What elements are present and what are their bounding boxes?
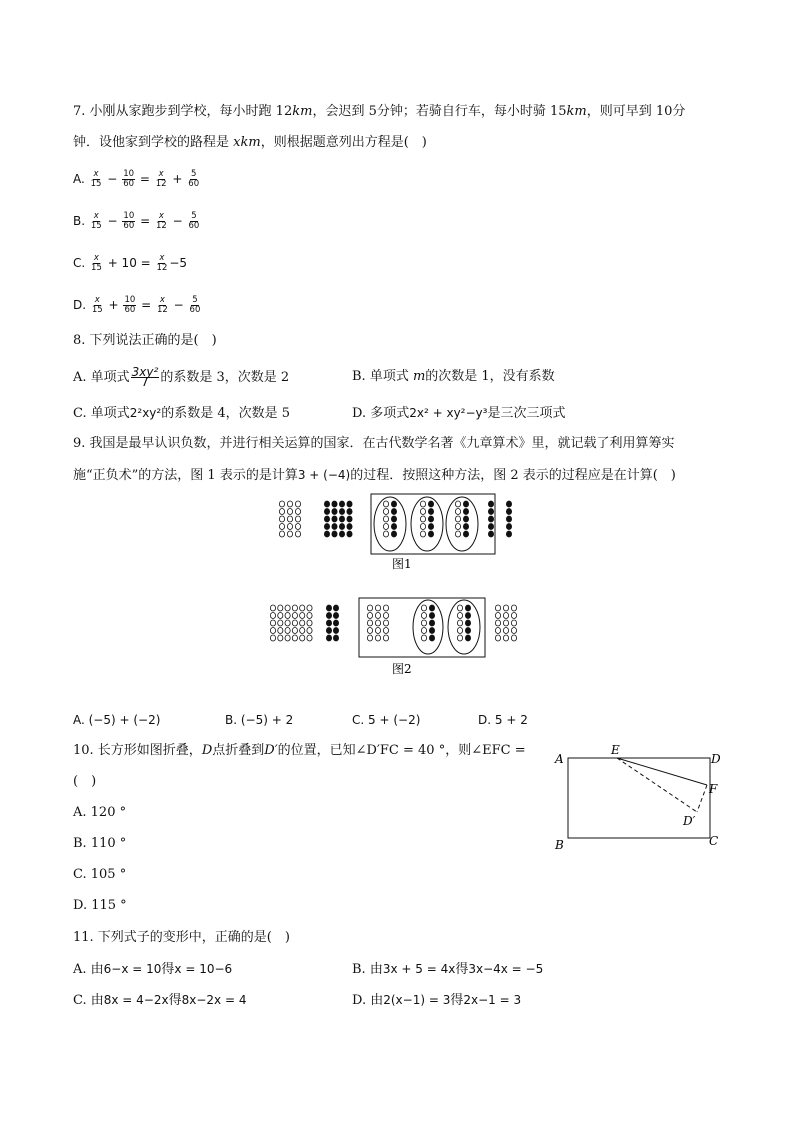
pair-ellipse xyxy=(446,497,478,551)
label-f: F xyxy=(709,782,718,796)
filled-dot xyxy=(333,613,338,619)
filled-dot xyxy=(347,516,352,522)
open-dot xyxy=(287,516,292,522)
filled-dot xyxy=(333,605,338,611)
fraction: $\frac{x}{12}$ xyxy=(155,211,167,231)
filled-dot xyxy=(326,620,331,626)
open-dot xyxy=(383,605,388,611)
open-dot xyxy=(278,628,283,634)
label-e: E xyxy=(611,743,620,757)
open-dot xyxy=(295,524,300,530)
filled-dot xyxy=(488,509,493,515)
filled-dot xyxy=(347,509,352,515)
q7-option-c[interactable]: C. $\frac{x}{15}$ + 10 = $\frac{x}{12}$ −5 xyxy=(73,253,188,273)
open-dot xyxy=(367,613,372,619)
q8-option-b[interactable]: B. 单项式 m的次数是 1，没有系数 xyxy=(352,369,555,384)
q10-paren: ( ) xyxy=(73,774,97,789)
q7-text-3: ，则可早到 10分 xyxy=(586,104,686,119)
q9-line2: 施“正负术”的方法，图 1 表示的是计算3 + (−4)的过程．按照这种方法，图 2 表示的过程应是在计算( ) xyxy=(73,468,676,483)
q10-option-d[interactable]: D. 115 ° xyxy=(73,898,127,913)
filled-dot xyxy=(339,516,344,522)
open-dot xyxy=(421,628,426,634)
fraction: $\frac{x}{12}$ xyxy=(156,253,168,273)
filled-dot xyxy=(332,531,337,537)
open-dot xyxy=(285,605,290,611)
open-dot xyxy=(279,509,284,515)
q9-option-d[interactable]: D. 5 + 2 xyxy=(478,713,528,727)
q9-option-a[interactable]: A. (−5) + (−2) xyxy=(73,713,161,727)
open-dot xyxy=(287,501,292,507)
fold-line-ef xyxy=(617,758,707,785)
filled-dot xyxy=(506,531,511,537)
open-dot xyxy=(375,635,380,641)
figure-1-counting-rods xyxy=(272,490,532,580)
open-dot xyxy=(307,613,312,619)
open-dot xyxy=(270,635,275,641)
q7-unit: km xyxy=(240,135,261,150)
fraction: $\frac{5}{60}$ xyxy=(189,295,201,315)
q7-option-d[interactable]: D. $\frac{x}{15}$ + $\frac{10}{60}$ = $\frac{x}{12}$ − $\frac{5}{60}$ xyxy=(73,295,201,315)
q7-unit: km xyxy=(292,104,313,119)
q10-option-a[interactable]: A. 120 ° xyxy=(73,805,127,820)
open-dot xyxy=(455,501,460,507)
filled-dot xyxy=(428,516,433,522)
option-label: C. xyxy=(73,256,86,270)
open-dot xyxy=(270,613,275,619)
label-d: D xyxy=(711,752,721,766)
open-dot xyxy=(292,605,297,611)
open-dot xyxy=(455,531,460,537)
figure-2-counting-rods xyxy=(265,594,535,684)
label-a: A xyxy=(555,752,564,766)
q7-text-1: 7. 小刚从家跑步到学校，每小时跑 12 xyxy=(73,104,293,119)
filled-dot xyxy=(429,635,434,641)
filled-dot xyxy=(463,501,468,507)
fraction: $\frac{x}{12}$ xyxy=(156,295,168,315)
filled-dot xyxy=(465,635,470,641)
filled-dot xyxy=(324,501,329,507)
filled-dot xyxy=(324,516,329,522)
open-dot xyxy=(503,620,508,626)
filled-dot xyxy=(391,516,396,522)
filled-dot xyxy=(391,509,396,515)
open-dot xyxy=(300,635,305,641)
filled-dot xyxy=(347,531,352,537)
fraction: $\frac{10}{60}$ xyxy=(124,295,136,315)
open-dot xyxy=(295,501,300,507)
remaining-dots-group xyxy=(495,605,516,641)
filled-dot xyxy=(429,620,434,626)
q7-text-5: ，则根据题意列出方程是( ) xyxy=(260,135,427,150)
open-dot xyxy=(495,635,500,641)
open-dot xyxy=(511,628,516,634)
pair-ellipse xyxy=(411,497,443,551)
q7-text-4: 钟．设他家到学校的路程是 xyxy=(73,135,234,150)
open-dot xyxy=(367,605,372,611)
open-dots-group xyxy=(270,605,312,641)
fraction: $\frac{10}{60}$ xyxy=(123,211,135,231)
q8-stem: 8. 下列说法正确的是( ) xyxy=(73,333,217,348)
open-dot xyxy=(421,635,426,641)
filled-dot xyxy=(339,509,344,515)
filled-dot xyxy=(506,516,511,522)
filled-dot xyxy=(506,501,511,507)
open-dot xyxy=(279,501,284,507)
open-dot xyxy=(307,635,312,641)
open-dot xyxy=(367,620,372,626)
open-dot xyxy=(421,605,426,611)
open-dot xyxy=(295,531,300,537)
open-dots-group xyxy=(279,501,300,537)
q11-option-a[interactable]: A. 由6−x = 10得x = 10−6 xyxy=(73,962,233,977)
open-dot xyxy=(278,613,283,619)
open-dot xyxy=(511,613,516,619)
q10-line1: 10. 长方形如图折叠，D点折叠到D′的位置，已知∠D′FC = 40 °，则∠EFC = xyxy=(73,743,526,758)
open-dot xyxy=(300,613,305,619)
q8-option-a[interactable]: A. 单项式 $\frac{\text{3xy²}}{7}$ 的系数是 3，次数是 2 xyxy=(73,365,290,389)
filled-dot xyxy=(339,524,344,530)
filled-dot xyxy=(463,524,468,530)
fraction: $\frac{10}{60}$ xyxy=(123,169,135,189)
q9-option-c[interactable]: C. 5 + (−2) xyxy=(352,713,421,727)
q11-stem: 11. 下列式子的变形中，正确的是( ) xyxy=(73,930,290,945)
q11-option-b[interactable]: B. 由3x + 5 = 4x得3x−4x = −5 xyxy=(352,962,544,977)
open-dot xyxy=(383,516,388,522)
filled-dots-group xyxy=(326,605,338,641)
open-dot xyxy=(457,613,462,619)
open-dot xyxy=(279,524,284,530)
filled-dot xyxy=(332,516,337,522)
fraction: $\frac{x}{15}$ xyxy=(90,211,102,231)
fraction: $\frac{x}{12}$ xyxy=(155,169,167,189)
open-dot xyxy=(495,605,500,611)
filled-dots-group xyxy=(324,501,352,537)
open-dot xyxy=(285,620,290,626)
q8-option-c[interactable]: C. 单项式2²xy²的系数是 4，次数是 5 xyxy=(73,406,291,421)
open-dot xyxy=(383,509,388,515)
fraction: $\frac{5}{60}$ xyxy=(188,169,200,189)
open-dot xyxy=(495,613,500,619)
open-dot xyxy=(457,620,462,626)
box-dots-group xyxy=(367,605,470,641)
open-dot xyxy=(307,620,312,626)
filled-dot xyxy=(333,635,338,641)
pair-ellipse xyxy=(374,497,406,551)
q10-option-b[interactable]: B. 110 ° xyxy=(73,836,127,851)
open-dot xyxy=(495,628,500,634)
fraction: $\frac{x}{15}$ xyxy=(90,169,102,189)
open-dot xyxy=(287,509,292,515)
open-dot xyxy=(455,516,460,522)
pair-ellipse xyxy=(413,600,443,654)
open-dot xyxy=(292,628,297,634)
open-dot xyxy=(421,620,426,626)
filled-dot xyxy=(465,613,470,619)
filled-dot xyxy=(429,613,434,619)
open-dot xyxy=(495,620,500,626)
open-dot xyxy=(383,635,388,641)
open-dot xyxy=(421,613,426,619)
open-dot xyxy=(457,635,462,641)
open-dot xyxy=(270,620,275,626)
open-dot xyxy=(279,531,284,537)
open-dot xyxy=(279,516,284,522)
filled-dot xyxy=(465,620,470,626)
fraction: $\frac{x}{15}$ xyxy=(91,295,103,315)
filled-dot xyxy=(463,531,468,537)
open-dot xyxy=(503,605,508,611)
open-dot xyxy=(503,613,508,619)
pair-ellipse xyxy=(448,600,480,654)
filled-dot xyxy=(347,501,352,507)
open-dot xyxy=(383,620,388,626)
fraction: $\frac{\text{3xy²}}{7}$ xyxy=(131,365,159,389)
open-dot xyxy=(270,605,275,611)
q7-unit: km xyxy=(566,104,587,119)
open-dot xyxy=(375,605,380,611)
filled-dot xyxy=(347,524,352,530)
filled-dot xyxy=(324,509,329,515)
open-dot xyxy=(285,613,290,619)
q7-line1 xyxy=(73,103,685,121)
open-dot xyxy=(455,524,460,530)
filled-dot xyxy=(429,628,434,634)
filled-dot xyxy=(391,501,396,507)
filled-dot xyxy=(488,531,493,537)
filled-dot xyxy=(488,516,493,522)
label-d-prime: D′ xyxy=(683,814,696,828)
filled-dot xyxy=(339,501,344,507)
open-dot xyxy=(287,531,292,537)
filled-dot xyxy=(463,516,468,522)
label-b: B xyxy=(555,838,564,852)
open-dot xyxy=(307,605,312,611)
open-dot xyxy=(287,524,292,530)
open-dot xyxy=(455,509,460,515)
open-dot xyxy=(278,635,283,641)
filled-dot xyxy=(506,524,511,530)
filled-dot xyxy=(428,509,433,515)
q7-option-b[interactable]: B. $\frac{x}{15}$ − $\frac{10}{60}$ = $\frac{x}{12}$ − $\frac{5}{60}$ xyxy=(73,211,200,231)
remaining-dots-group xyxy=(488,501,511,537)
filled-dot xyxy=(333,620,338,626)
open-dot xyxy=(420,531,425,537)
open-dot xyxy=(420,516,425,522)
open-dot xyxy=(295,509,300,515)
filled-dot xyxy=(463,509,468,515)
q7-var: x xyxy=(233,135,241,150)
open-dot xyxy=(457,628,462,634)
fraction: $\frac{5}{60}$ xyxy=(188,211,200,231)
filled-dot xyxy=(465,628,470,634)
filled-dot xyxy=(326,605,331,611)
filled-dot xyxy=(324,524,329,530)
open-dot xyxy=(278,620,283,626)
open-dot xyxy=(383,524,388,530)
filled-dot xyxy=(332,524,337,530)
filled-dot xyxy=(332,501,337,507)
filled-dot xyxy=(506,509,511,515)
q9-line1: 9. 我国是最早认识负数，并进行相关运算的国家．在古代数学名著《九章算术》里，就记载了利用算筹实 xyxy=(73,436,675,451)
open-dot xyxy=(375,613,380,619)
open-dot xyxy=(420,524,425,530)
open-dot xyxy=(300,620,305,626)
open-dot xyxy=(367,628,372,634)
filled-dot xyxy=(465,605,470,611)
filled-dot xyxy=(324,531,329,537)
open-dot xyxy=(285,635,290,641)
filled-dot xyxy=(332,509,337,515)
open-dot xyxy=(375,620,380,626)
filled-dot xyxy=(488,524,493,530)
open-dot xyxy=(285,628,290,634)
filled-dot xyxy=(428,501,433,507)
option-label: B. xyxy=(73,214,86,228)
open-dot xyxy=(278,605,283,611)
open-dot xyxy=(367,635,372,641)
open-dot xyxy=(295,516,300,522)
open-dot xyxy=(383,613,388,619)
open-dot xyxy=(457,605,462,611)
filled-dot xyxy=(429,605,434,611)
open-dot xyxy=(383,531,388,537)
q10-option-c[interactable]: C. 105 ° xyxy=(73,867,127,882)
q9-option-b[interactable]: B. (−5) + 2 xyxy=(225,713,294,727)
filled-dot xyxy=(391,524,396,530)
filled-dot xyxy=(326,628,331,634)
open-dot xyxy=(300,628,305,634)
label-c: C xyxy=(709,834,719,848)
folded-edge-fd xyxy=(697,785,707,812)
filled-dot xyxy=(428,531,433,537)
filled-dot xyxy=(428,524,433,530)
option-label: D. xyxy=(73,298,87,312)
open-dot xyxy=(420,501,425,507)
q7-option-a[interactable]: A. $\frac{x}{15}$ − $\frac{10}{60}$ = $\frac{x}{12}$ + $\frac{5}{60}$ xyxy=(73,169,200,189)
filled-dot xyxy=(333,628,338,634)
q7-line2 xyxy=(73,134,427,152)
figure-2-caption: 图2 xyxy=(392,662,412,676)
q10-rectangle-fold-figure xyxy=(548,742,728,852)
open-dot xyxy=(511,605,516,611)
q7-text-2: ，会迟到 5分钟；若骑自行车，每小时骑 15 xyxy=(312,104,567,119)
filled-dot xyxy=(488,501,493,507)
open-dot xyxy=(300,605,305,611)
open-dot xyxy=(511,620,516,626)
open-dot xyxy=(420,509,425,515)
figure-1-caption: 图1 xyxy=(392,557,412,571)
filled-dot xyxy=(326,613,331,619)
open-dot xyxy=(503,635,508,641)
box-dots-group xyxy=(383,501,468,537)
open-dot xyxy=(375,628,380,634)
open-dot xyxy=(292,613,297,619)
open-dot xyxy=(503,628,508,634)
folded-edge-ed xyxy=(617,758,697,812)
q11-option-d[interactable]: D. 由2(x−1) = 3得2x−1 = 3 xyxy=(352,993,522,1008)
open-dot xyxy=(292,620,297,626)
filled-dot xyxy=(391,531,396,537)
q8-option-d[interactable]: D. 多项式2x² + xy²−y³是三次三项式 xyxy=(352,406,566,421)
option-label: A. xyxy=(73,172,85,186)
q11-option-c[interactable]: C. 由8x = 4−2x得8x−2x = 4 xyxy=(73,993,247,1008)
open-dot xyxy=(292,635,297,641)
open-dot xyxy=(383,628,388,634)
filled-dot xyxy=(326,635,331,641)
open-dot xyxy=(383,501,388,507)
open-dot xyxy=(270,628,275,634)
fraction: $\frac{x}{15}$ xyxy=(91,253,102,273)
open-dot xyxy=(307,628,312,634)
open-dot xyxy=(511,635,516,641)
filled-dot xyxy=(339,531,344,537)
